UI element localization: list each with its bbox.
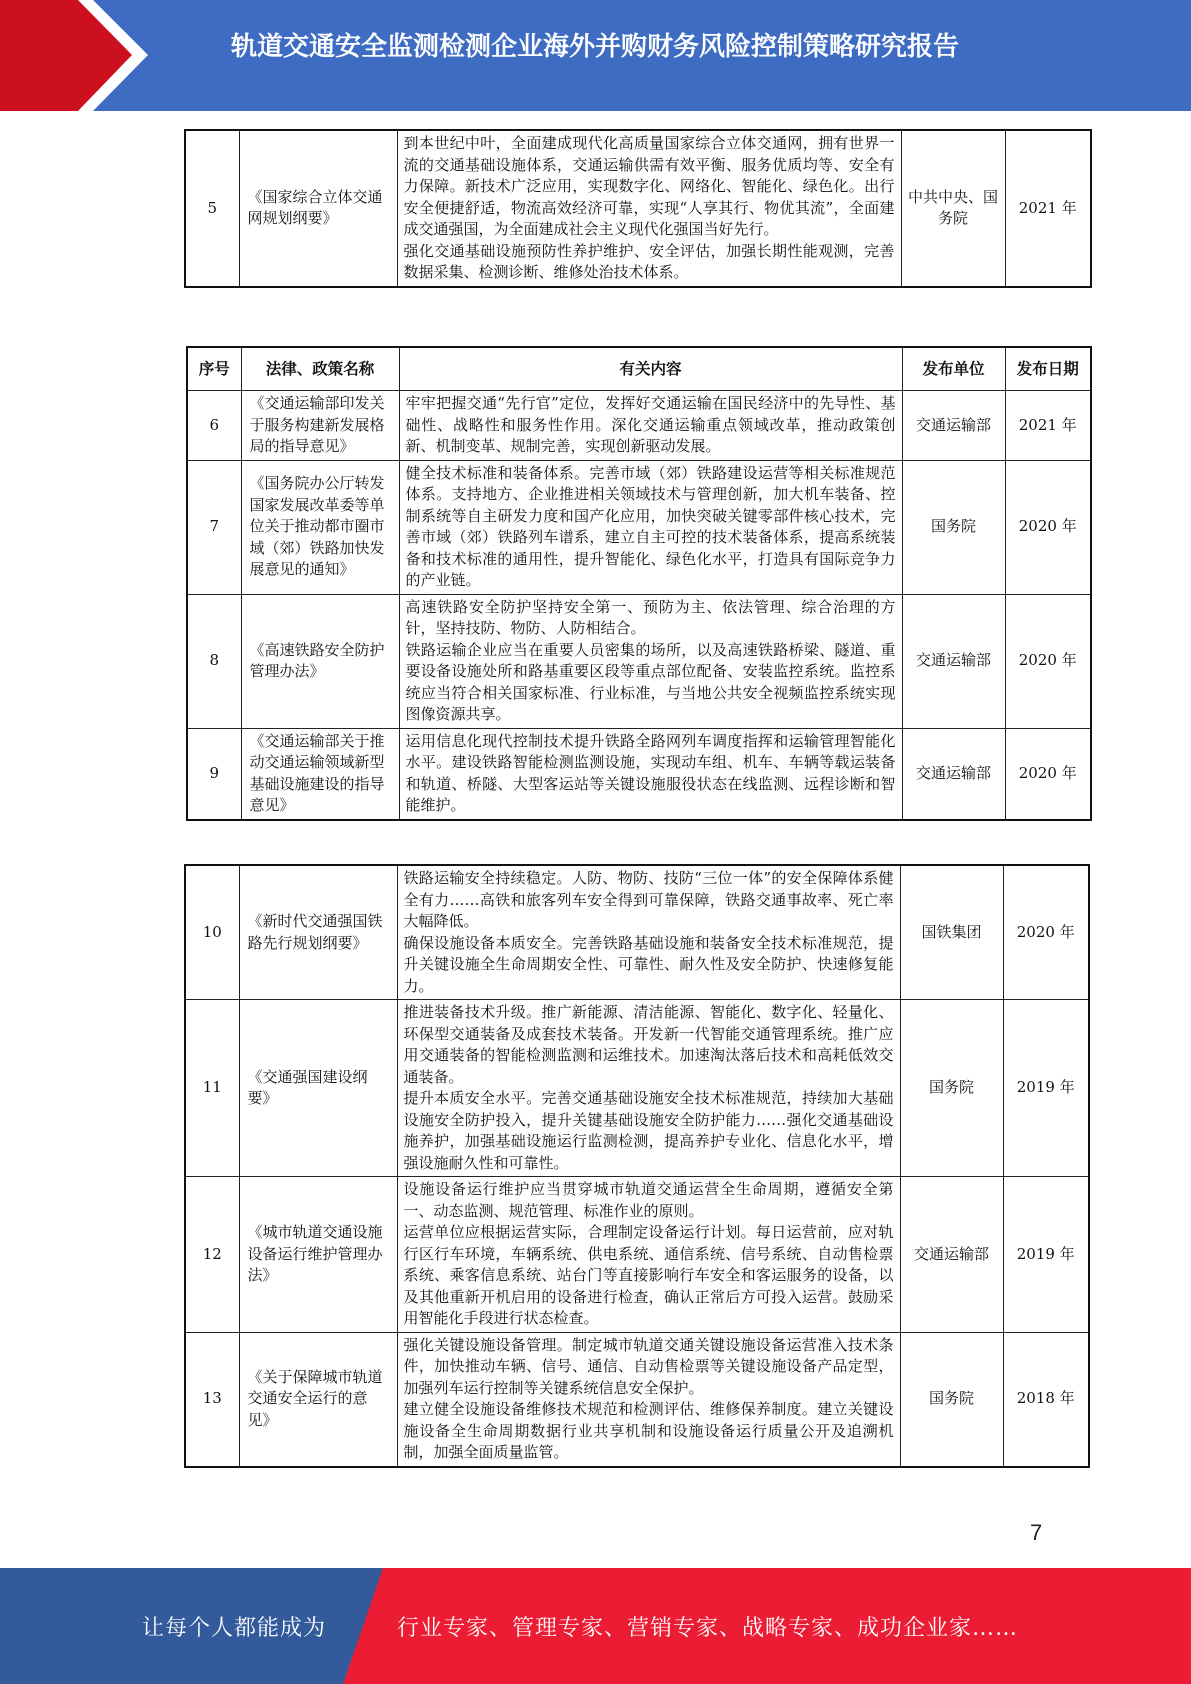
content-paragraph: 铁路运输企业应当在重要人员密集的场所，以及高速铁路桥梁、隧道、重要设备设施处所和路基重要区段等重点部位配备、安装监控系统。监控系统应当符合相关国家标准、行业标准，与当地公共安全视频监控系统实现图像资源共享。 [405,640,896,723]
issuer: 国务院 [900,1000,1003,1177]
content-paragraph: 强化关键设施设备管理。制定城市轨道交通关键设施设备运营准入技术条件，加快推动车辆、信号、通信、自动售检票等关键设施设备产品定型，加强列车运行控制等关键系统信息安全保护。 [403,1335,894,1397]
header-no: 序号 [187,347,241,391]
issuer: 国务院 [902,460,1005,594]
publish-date: 2020 年 [1003,865,1089,1000]
table-row [185,1332,1089,1467]
policy-name: 《关于保障城市轨道交通安全运行的意见》 [239,1332,397,1467]
page-number: 7 [1030,1520,1043,1545]
policy-name: 《交通运输部印发关于服务构建新发展格局的指导意见》 [241,391,399,461]
publish-date: 2019 年 [1003,1177,1089,1333]
content-paragraph: 推进装备技术升级。推广新能源、清洁能源、智能化、数字化、轻量化、环保型交通装备及成套技术装备。开发新一代智能交通管理系统。推广应用交通装备的智能检测监测和运维技术。加速淘汰落后技术和高耗低效交通装备。 [403,1003,894,1086]
header-red-arrow [0,0,140,111]
issuer: 交通运输部 [900,1177,1003,1333]
header-name: 法律、政策名称 [241,347,399,391]
policy-content [397,130,901,287]
policy-table-part-1 [184,129,1092,288]
content-paragraph: 设施设备运行维护应当贯穿城市轨道交通运营全生命周期，遵循安全第一、动态监测、规范管理、标准作业的原则。 [403,1180,894,1220]
policy-content [399,391,902,461]
policy-content [397,1332,900,1467]
policy-content [399,460,902,594]
table-row [187,594,1091,728]
table-header-row [187,347,1091,391]
footer-slogan-right: 行业专家、管理专家、营销专家、战略专家、成功企业家…… [397,1616,1019,1641]
content-paragraph: 铁路运输安全持续稳定。人防、物防、技防“三位一体”的安全保障体系健全有力……高铁和旅客列车安全得到可靠保障，铁路交通事故率、死亡率大幅降低。 [403,869,894,930]
issuer: 交通运输部 [902,391,1005,461]
publish-date: 2020 年 [1005,728,1091,820]
page-header [0,0,1191,111]
policy-name: 《城市轨道交通设施设备运行维护管理办法》 [239,1177,397,1333]
issuer: 国铁集团 [900,865,1003,1000]
content-paragraph: 到本世纪中叶，全面建成现代化高质量国家综合立体交通网，拥有世界一流的交通基础设施体系，交通运输供需有效平衡、服务优质均等、安全有力保障。新技术广泛应用，实现数字化、网络化、智能化、绿色化。出行安全便捷舒适，物流高效经济可靠，实现“人享其行、物优其流”，全面建成交通强国，为全面建成社会主义现代化强国当好先行。 [403,134,895,238]
policy-content [399,594,902,728]
row-number: 5 [185,130,239,287]
policy-content [397,1177,900,1333]
publish-date: 2018 年 [1003,1332,1089,1467]
table-row [187,460,1091,594]
policy-content [397,1000,900,1177]
report-title: 轨道交通安全监测检测企业海外并购财务风险控制策略研究报告 [230,32,959,62]
table-row [185,865,1089,1000]
table-row [185,1000,1089,1177]
policy-name: 《新时代交通强国铁路先行规划纲要》 [239,865,397,1000]
issuer: 国务院 [900,1332,1003,1467]
publish-date: 2020 年 [1005,460,1091,594]
publish-date: 2020 年 [1005,594,1091,728]
row-number: 12 [185,1177,239,1333]
policy-content [399,728,902,820]
table-row [187,728,1091,820]
row-number: 10 [185,865,239,1000]
policy-table-part-3 [184,864,1090,1468]
row-number: 8 [187,594,241,728]
table-row [185,1177,1089,1333]
content-paragraph: 提升本质安全水平。完善交通基础设施安全技术标准规范，持续加大基础设施安全防护投入，提升关键基础设施安全防护能力……强化交通基础设施养护，加强基础设施运行监测检测，提高养护专业化、信息化水平，增强设施耐久性和可靠性。 [403,1089,894,1172]
publish-date: 2021 年 [1005,391,1091,461]
content-paragraph: 牢牢把握交通“先行官”定位，发挥好交通运输在国民经济中的先导性、基础性、战略性和服务性作用。深化交通运输重点领域改革，推动政策创新、机制变革、规制完善，实现创新驱动发展。 [405,394,896,455]
policy-table-part-2 [186,346,1092,821]
content-paragraph: 运用信息化现代控制技术提升铁路全路网列车调度指挥和运输管理智能化水平。建设铁路智能检测监测设施，实现动车组、机车、车辆等载运装备和轨道、桥隧、大型客运站等关键设施服役状态在线监测、远程诊断和智能维护。 [405,731,896,814]
header-issuer: 发布单位 [902,347,1005,391]
row-number: 9 [187,728,241,820]
content-paragraph: 运营单位应根据运营实际，合理制定设备运行计划。每日运营前，应对轨行区行车环境，车辆系统、供电系统、通信系统、信号系统、自动售检票系统、乘客信息系统、站台门等直接影响行车安全和客运服务的设备，以及其他重新开机启用的设备进行检查，确认正常后方可投入运营。鼓励采用智能化手段进行状态检查。 [403,1223,894,1327]
content-paragraph: 高速铁路安全防护坚持安全第一、预防为主、依法管理、综合治理的方针，坚持技防、物防、人防相结合。 [405,597,896,637]
page-footer [0,1568,1191,1684]
header-content: 有关内容 [399,347,902,391]
issuer: 中共中央、国务院 [901,130,1005,287]
policy-content [397,865,900,1000]
header-date: 发布日期 [1005,347,1091,391]
content-paragraph: 建立健全设施设备维修技术规范和检测评估、维修保养制度。建立关键设施设备全生命周期数据行业共享机制和设施设备运行质量公开及追溯机制，加强全面质量监管。 [403,1400,894,1461]
content-paragraph: 强化交通基础设施预防性养护维护、安全评估，加强长期性能观测，完善数据采集、检测诊断、维修处治技术体系。 [403,241,895,281]
policy-name: 《国务院办公厅转发国家发展改革委等单位关于推动都市圈市域（郊）铁路加快发展意见的通知》 [241,460,399,594]
policy-name: 《交通运输部关于推动交通运输领域新型基础设施建设的指导意见》 [241,728,399,820]
content-paragraph: 健全技术标准和装备体系。完善市域（郊）铁路建设运营等相关标准规范体系。支持地方、企业推进相关领域技术与管理创新，加大机车装备、控制系统等自主研发力度和国产化应用，加快突破关键零部件核心技术，完善市域（郊）铁路列车谱系，建立自主可控的技术装备体系，提高系统装备和技术标准的通用性，提升智能化、绿色化水平，打造具有国际竞争力的产业链。 [405,463,896,589]
table-row [185,130,1091,287]
policy-name: 《交通强国建设纲要》 [239,1000,397,1177]
content-paragraph: 确保设施设备本质安全。完善铁路基础设施和装备安全技术标准规范，提升关键设施全生命周期安全性、可靠性、耐久性及安全防护、快速修复能力。 [403,933,894,995]
policy-name: 《高速铁路安全防护管理办法》 [241,594,399,728]
row-number: 11 [185,1000,239,1177]
issuer: 交通运输部 [902,594,1005,728]
publish-date: 2021 年 [1005,130,1091,287]
table-row [187,391,1091,461]
row-number: 6 [187,391,241,461]
row-number: 13 [185,1332,239,1467]
publish-date: 2019 年 [1003,1000,1089,1177]
issuer: 交通运输部 [902,728,1005,820]
footer-slogan-left: 让每个人都能成为 [142,1616,327,1641]
policy-name: 《国家综合立体交通网规划纲要》 [239,130,397,287]
row-number: 7 [187,460,241,594]
